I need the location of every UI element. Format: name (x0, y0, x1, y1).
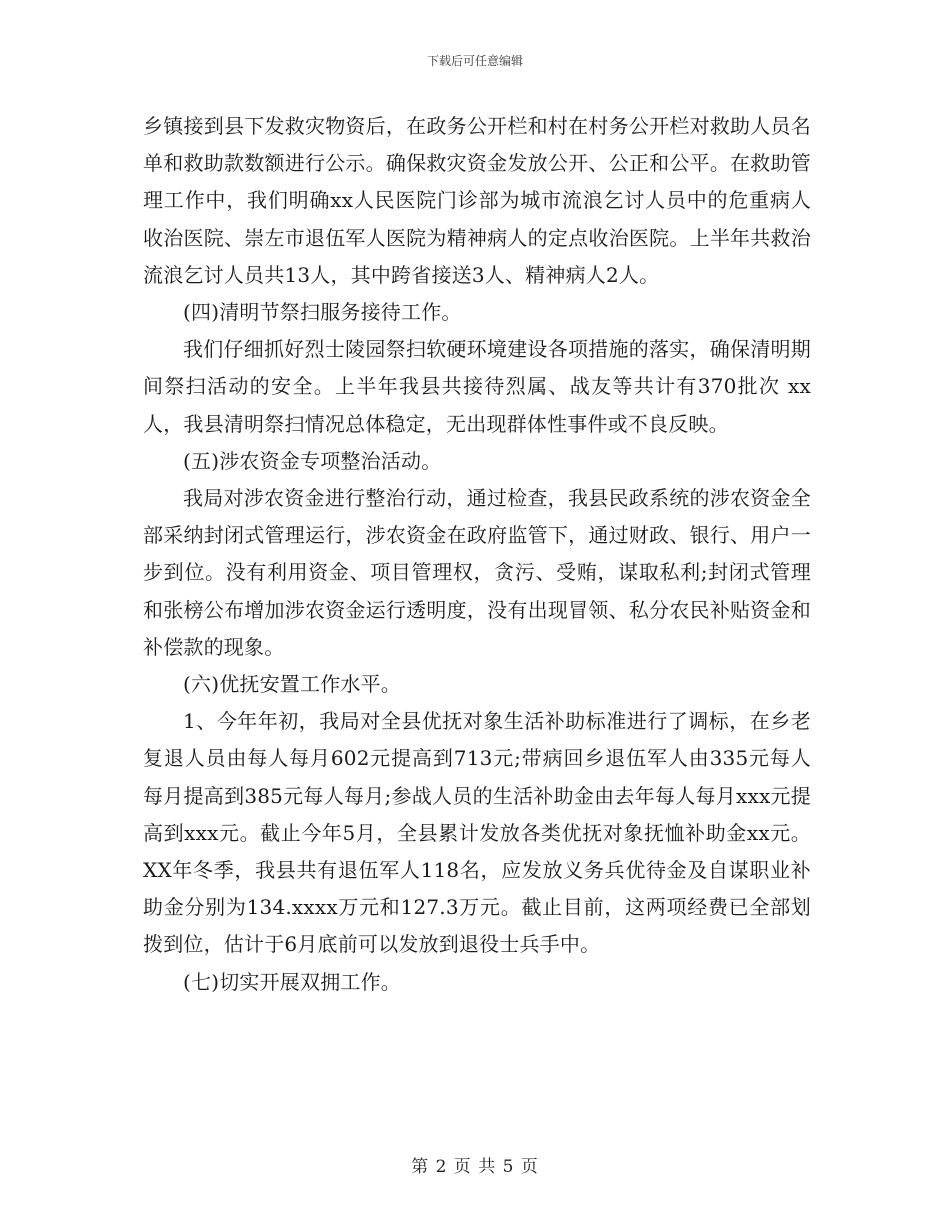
header-note: 下载后可任意编辑 (426, 54, 523, 68)
page-number-footer: 第 2 页 共 5 页 (411, 1157, 539, 1177)
section-heading-6: (六)优抚安置工作水平。 (183, 672, 402, 697)
section-heading-4: (四)清明节祭扫服务接待工作。 (183, 300, 462, 325)
paragraph-7: 1、今年年初，我局对全县优抚对象生活补助标准进行了调标，在乡老复退人员由每人每月602元提高到713元;带病回乡退伍军人由335元每人每月提高到385元每人每月;参战人员的生活补助金由去年每人每月xxx元提高到xxx元。截止今年5月，全县累计发放各类优抚对象抚恤补助金xx元。XX年冬季，我县共有退伍军人118名，应发放义务兵优待金及自谋职业补助金分别为134.xxxx万元和127.3万元。截止目前，这两项经费已全部划拨到位，估计于6月底前可以发放到退役士兵手中。 (143, 709, 811, 957)
paragraph-1: 乡镇接到县下发救灾物资后，在政务公开栏和村在村务公开栏对救助人员名单和救助款数额进行公示。确保救灾资金发放公开、公正和公平。在救助管理工作中，我们明确xx人民医院门诊部为城市流浪乞讨人员中的危重病人收治医院、崇左市退伍军人医院为精神病人的定点收治医院。上半年共救治流浪乞讨人员共13人，其中跨省接送3人、精神病人2人。 (143, 114, 811, 287)
section-heading-7: (七)切实开展双拥工作。 (183, 969, 402, 994)
paragraph-5: 我局对涉农资金进行整治行动，通过检查，我县民政系统的涉农资金全部采纳封闭式管理运行，涉农资金在政府监管下，通过财政、银行、用户一步到位。没有利用资金、项目管理权，贪污、受贿，谋取私利;封闭式管理和张榜公布增加涉农资金运行透明度，没有出现冒领、私分农民补贴资金和补偿款的现象。 (143, 486, 811, 659)
body-text (143, 108, 811, 1001)
paragraph-3: 我们仔细抓好烈士陵园祭扫软硬环境建设各项措施的落实，确保清明期间祭扫活动的安全。上半年我县共接待烈属、战友等共计有370批次 xx 人，我县清明祭扫情况总体稳定，无出现群体性事件或不良反映。 (143, 337, 811, 436)
section-heading-5: (五)涉农资金专项整治活动。 (183, 448, 442, 473)
